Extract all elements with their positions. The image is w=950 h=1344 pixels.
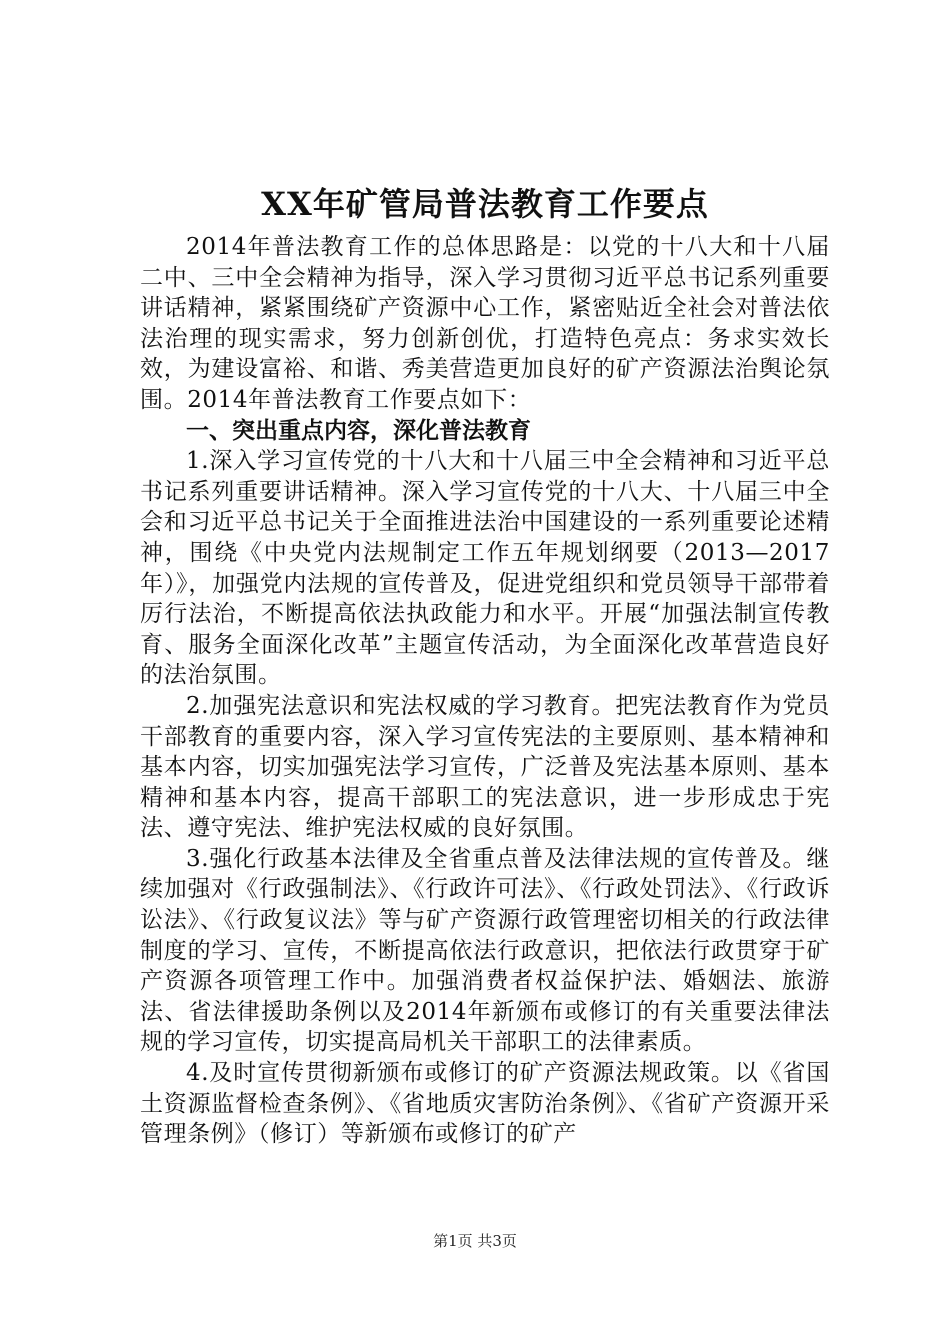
document-title: XX年矿管局普法教育工作要点 <box>261 185 709 223</box>
paragraph-item-1: 1.深入学习宣传党的十八大和十八届三中全会精神和习近平总书记系列重要讲话精神。深入学习宣传党的十八大、十八届三中全会和习近平总书记关于全面推进法治中国建设的一系列重要论述精神，围绕《中央党内法规制定工作五年规划纲要（2013—2017年）》，加强党内法规的宣传普及，促进党组织和党员领导干部带着厉行法治，不断提高依法执政能力和水平。开展“加强法制宣传教育、服务全面深化改革”主题宣传活动，为全面深化改革营造良好的法治氛围。 <box>140 448 830 689</box>
paragraph-intro: 2014年普法教育工作的总体思路是：以党的十八大和十八届二中、三中全会精神为指导，深入学习贯彻习近平总书记系列重要讲话精神，紧紧围绕矿产资源中心工作，紧密贴近全社会对普法依法治理的现实需求，努力创新创优，打造特色亮点：务求实效长效，为建设富裕、和谐、秀美营造更加良好的矿产资源法治舆论氛围。2014年普法教育工作要点如下： <box>140 234 830 413</box>
section-heading-1: 一、突出重点内容，深化普法教育 <box>186 417 531 444</box>
paragraph-item-2: 2.加强宪法意识和宪法权威的学习教育。把宪法教育作为党员干部教育的重要内容，深入学习宣传宪法的主要原则、基本精神和基本内容，切实加强宪法学习宣传，广泛普及宪法基本原则、基本精神和基本内容，提高干部职工的宪法意识，进一步形成忠于宪法、遵守宪法、维护宪法权威的良好氛围。 <box>140 692 830 842</box>
page-footer: 第1页 共3页 <box>433 1232 517 1250</box>
document-page <box>140 180 830 1150</box>
paragraph-item-3: 3.强化行政基本法律及全省重点普及法律法规的宣传普及。继续加强对《行政强制法》、《行政许可法》、《行政处罚法》、《行政诉讼法》、《行政复议法》等与矿产资源行政管理密切相关的行政法律制度的学习、宣传，不断提高依法行政意识，把依法行政贯穿于矿产资源各项管理工作中。加强消费者权益保护法、婚姻法、旅游法、省法律援助条例以及2014年新颁布或修订的有关重要法律法规的学习宣传，切实提高局机关干部职工的法律素质。 <box>140 845 830 1056</box>
paragraph-item-4: 4.及时宣传贯彻新颁布或修订的矿产资源法规政策。以《省国土资源监督检查条例》、《省地质灾害防治条例》、《省矿产资源开采管理条例》（修订）等新颁布或修订的矿产 <box>140 1060 830 1148</box>
